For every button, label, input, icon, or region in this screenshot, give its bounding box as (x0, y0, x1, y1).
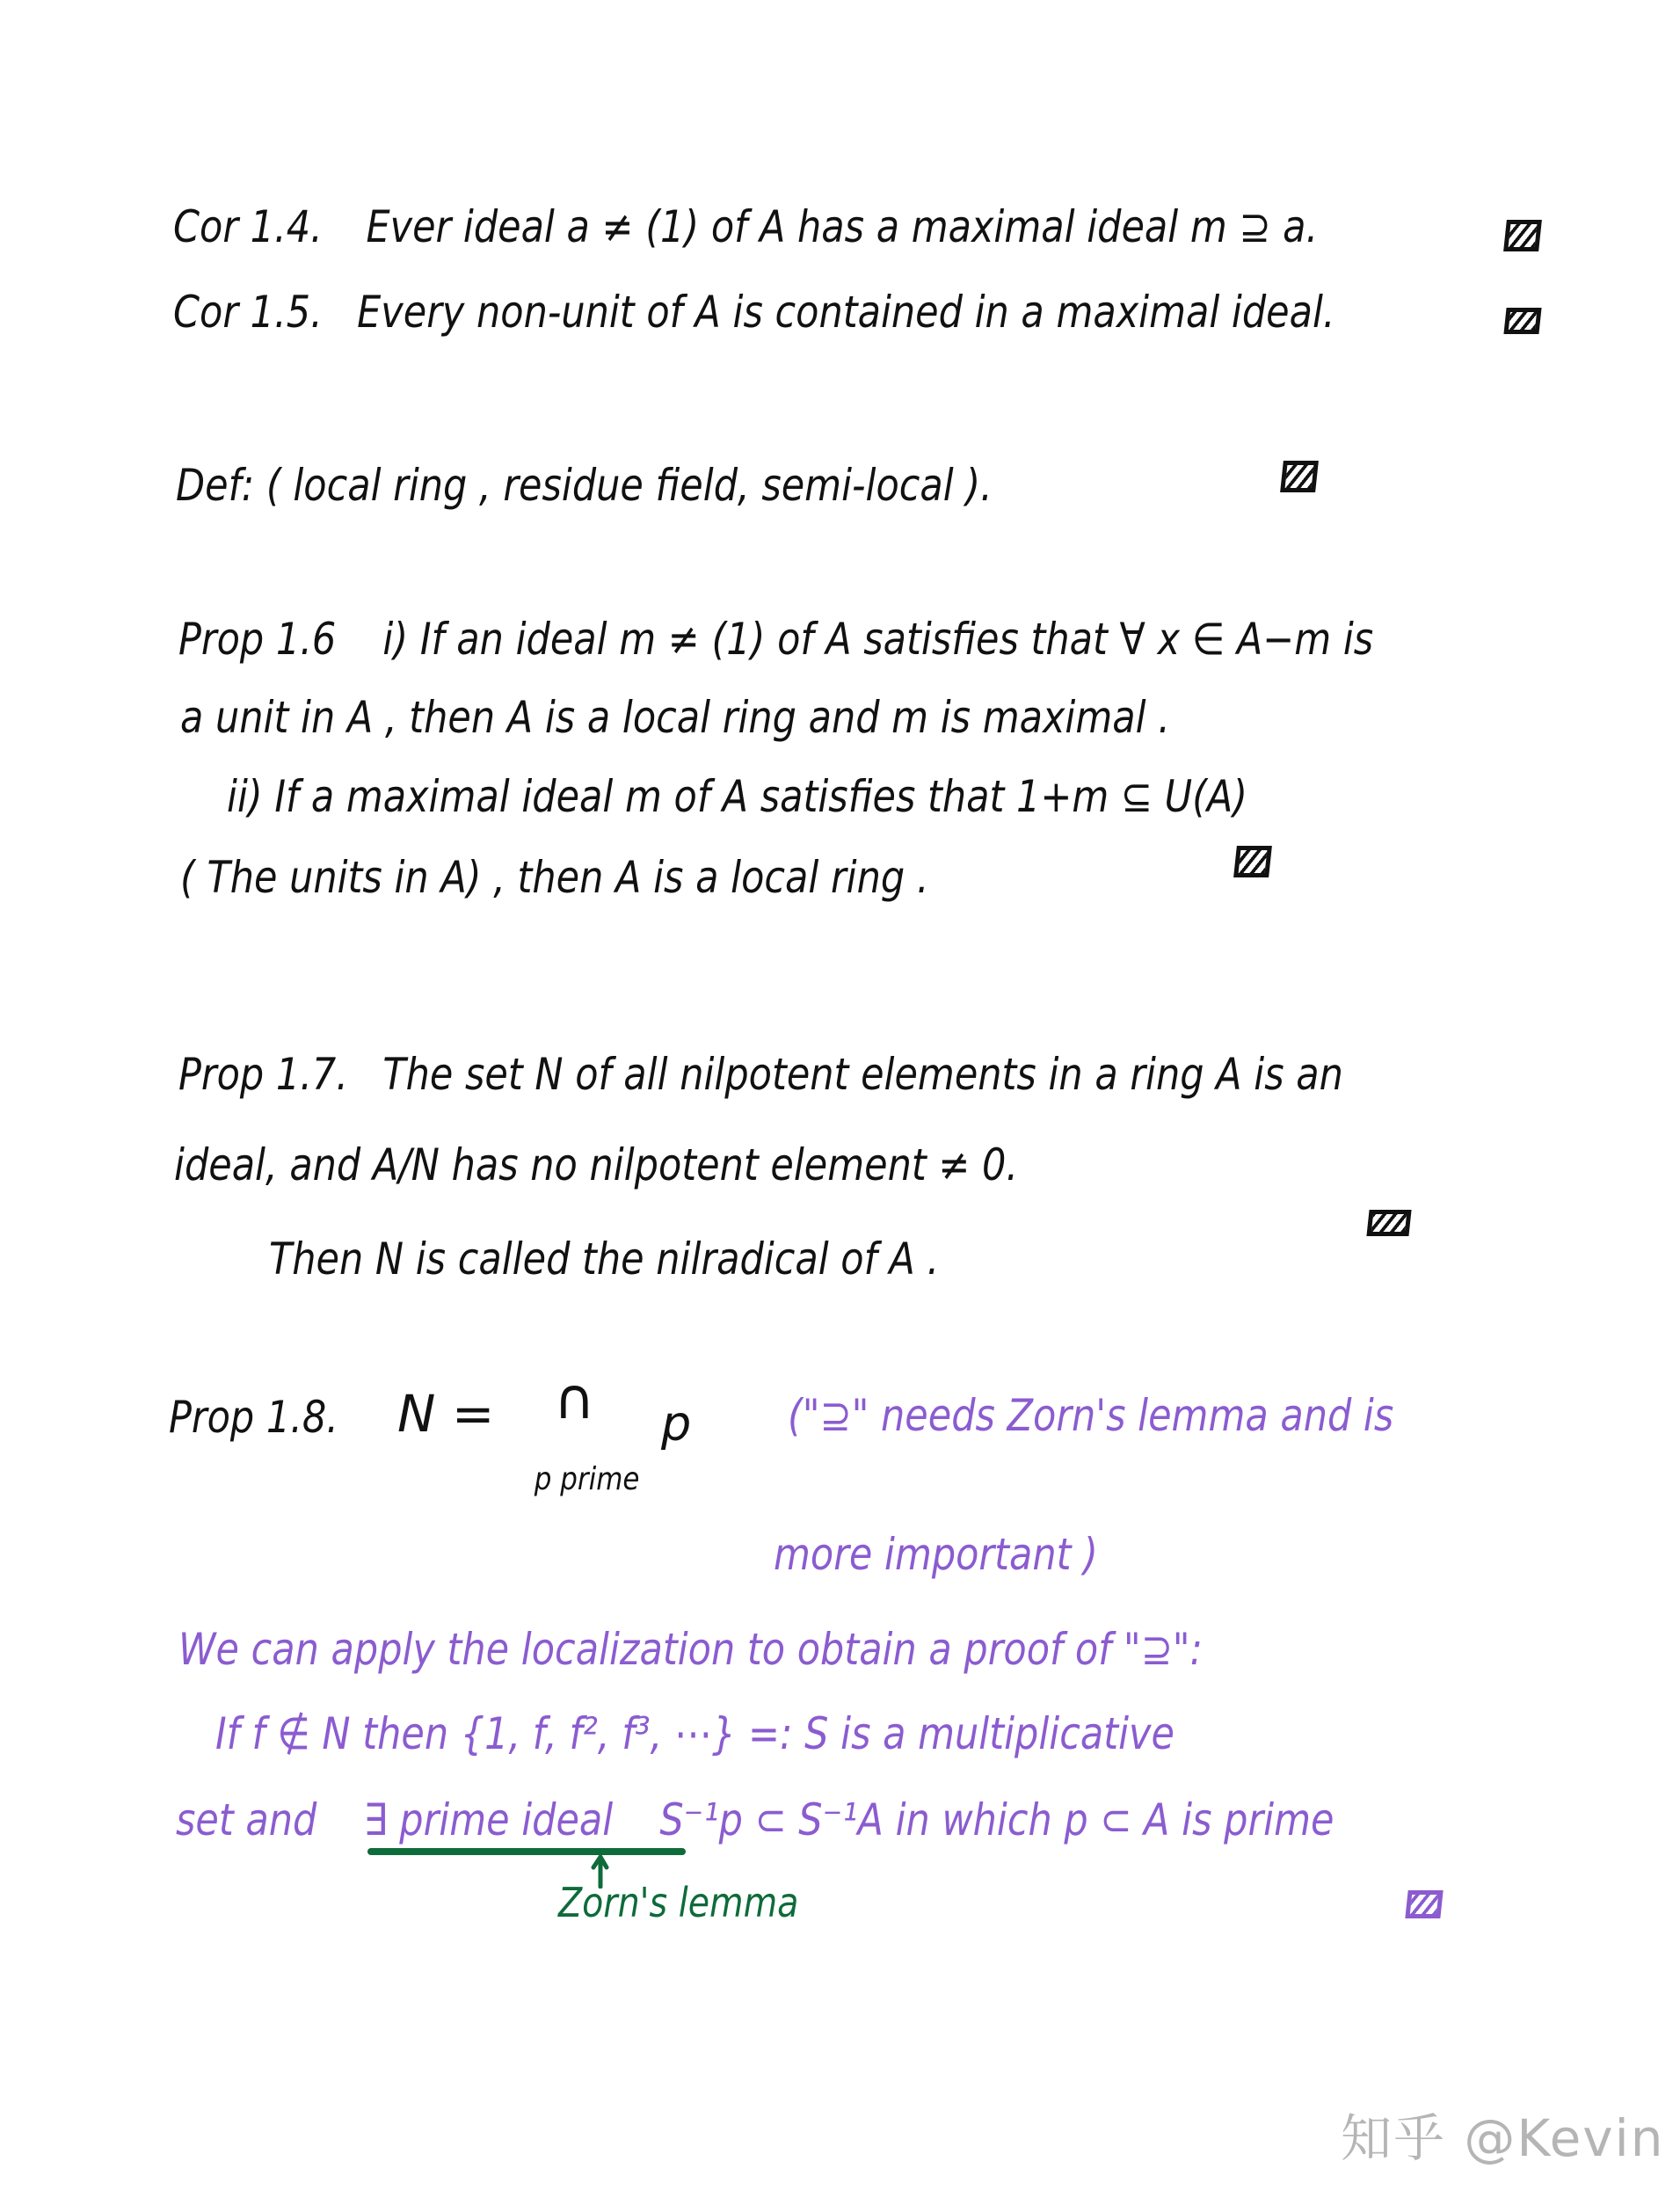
prop-1-8-label (169, 1391, 338, 1444)
proof-note-line-1 (178, 1623, 1203, 1676)
cor-1-4 (173, 200, 1318, 253)
qed-box-icon (1503, 220, 1542, 251)
prop-1-8-lhs-text: N = (397, 1384, 495, 1444)
prop-1-8-note-line-2 (774, 1528, 1098, 1581)
prop-1-6-line-2 (180, 691, 1170, 744)
prop-1-7-line-1 (178, 1048, 1343, 1101)
qed-box-icon (1366, 1210, 1411, 1236)
prop-1-6-text-2: a unit in A , then A is a local ring and m is maximal . (180, 692, 1170, 743)
prop-1-8-rhs-text: p (661, 1396, 692, 1452)
prop-1-7-text-2: ideal, and A/N has no nilpotent element ≠ 0. (174, 1139, 1019, 1190)
definition-label: Def: (176, 460, 255, 511)
cor-1-5-label: Cor 1.5. (173, 287, 323, 338)
qed-box-icon (1405, 1890, 1443, 1918)
proof-note-text-3b: S⁻¹p ⊂ S⁻¹A in which p ⊂ A is prime (659, 1794, 1335, 1845)
qed-box-icon (1503, 308, 1541, 334)
proof-note-line-2 (215, 1707, 1175, 1760)
intersection-subscript: p prime (534, 1461, 640, 1497)
prop-1-8-note-text-2: more important ) (774, 1529, 1098, 1580)
qed-box-icon (1233, 846, 1272, 877)
proof-note-underlined-phrase: ∃ prime ideal (363, 1794, 614, 1845)
prop-1-8-note-text-1: ("⊇" needs Zorn's lemma and is (788, 1390, 1394, 1441)
prop-1-7-label: Prop 1.7. (178, 1049, 348, 1100)
prop-1-6-text-4: ( The units in A) , then A is a local ring . (180, 852, 929, 903)
green-underline (367, 1848, 686, 1855)
prop-1-6-label: Prop 1.6 (178, 614, 337, 665)
proof-note-text-1: We can apply the localization to obtain a proof of "⊇": (178, 1624, 1204, 1675)
proof-note-line-3 (176, 1794, 1334, 1846)
prop-1-6-line-3 (227, 770, 1247, 823)
qed-box-icon (1280, 461, 1319, 492)
prop-1-8-lhs (397, 1384, 495, 1444)
watermark: 知乎 @Kevin (1341, 2108, 1665, 2168)
proof-note-text-3a: set and (176, 1794, 317, 1845)
zorn-lemma-text: Zorn's lemma (558, 1879, 799, 1926)
prop-1-7-line-2 (174, 1139, 1018, 1191)
prop-1-7-line-3 (269, 1233, 939, 1285)
prop-1-7-text-3: Then N is called the nilradical of A . (269, 1234, 940, 1285)
cor-1-4-text: Ever ideal a ≠ (1) of A has a maximal ideal m ⊇ a. (366, 201, 1319, 252)
prop-1-7-text-1: The set N of all nilpotent elements in a ring A is an (382, 1049, 1343, 1100)
prop-1-6-text-1: i) If an ideal m ≠ (1) of A satisfies that ∀ x ∈ A−m is (382, 614, 1374, 665)
prop-1-8-note-line-1 (788, 1389, 1393, 1442)
prop-1-8-rhs (661, 1398, 691, 1451)
definition-text: ( local ring , residue field, semi-local ). (265, 460, 993, 511)
proof-note-text-2: If f ∉ N then {1, f, f², f³, ⋯} =: S is a multiplicative (215, 1708, 1175, 1759)
definition-local-ring (176, 459, 993, 512)
zorn-lemma-annotation (558, 1876, 798, 1929)
cor-1-5-text: Every non-unit of A is contained in a maximal ideal. (357, 287, 1335, 338)
intersection-symbol: ∩ (554, 1367, 595, 1432)
prop-1-8-label-text: Prop 1.8. (169, 1392, 338, 1443)
prop-1-6-line-1 (178, 613, 1373, 666)
prop-1-6-line-4 (180, 851, 929, 904)
prop-1-6-text-3: ii) If a maximal ideal m of A satisfies that 1+m ⊆ U(A) (227, 771, 1248, 822)
cor-1-5 (173, 286, 1335, 338)
cor-1-4-label: Cor 1.4. (173, 201, 323, 252)
